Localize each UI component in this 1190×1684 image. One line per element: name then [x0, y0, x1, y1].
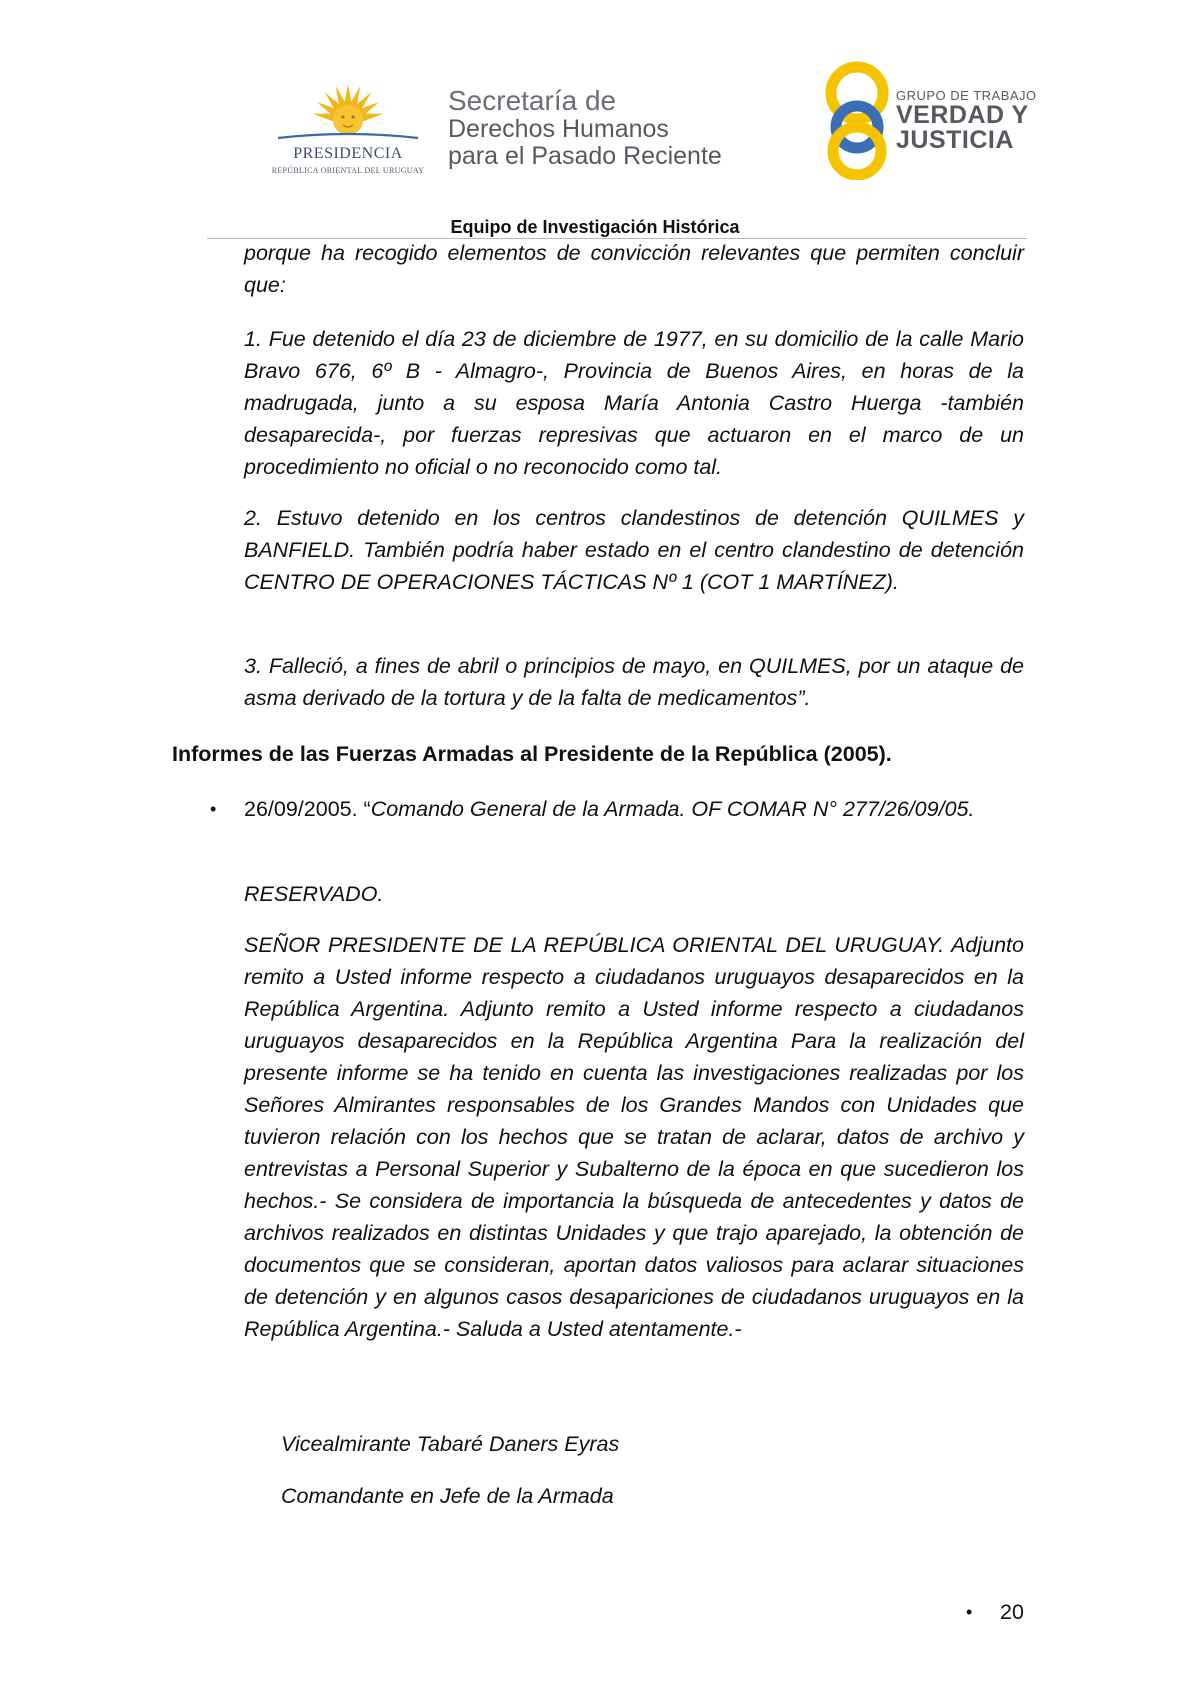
gtvj-line-2: JUSTICIA [896, 126, 1014, 154]
bullet-paragraph [244, 793, 1024, 825]
point-1-paragraph: 1. Fue detenido el día 23 de diciembre de 1977, en su domicilio de la calle Mario Bravo 676, 6º B - Almagro-, Provincia de Buenos Aires, en horas de la madrugada, junto a su esposa María Antonia Castro Huerga -también desaparecida-, por fuerzas represivas que actuaron en el marco de un procedimiento no oficial o no reconocido como tal. [244, 327, 1024, 479]
signature-title: Comandante en Jefe de la Armada [281, 1484, 614, 1508]
interlocking-rings-icon [822, 55, 892, 180]
presidencia-name: PRESIDENCIA [293, 145, 403, 162]
reservado-label: RESERVADO. [244, 882, 384, 906]
secretaria-line-3: para el Pasado Reciente [448, 142, 722, 170]
secretaria-line-2: Derechos Humanos [448, 115, 669, 143]
page-number: 20 [1000, 1600, 1024, 1624]
list-bullet: • [210, 799, 217, 819]
secretaria-line-1: Secretaría de [448, 85, 617, 116]
team-title: Equipo de Investigación Histórica [450, 217, 740, 237]
point-2-paragraph: 2. Estuvo detenido en los centros clandestinos de detención QUILMES y BANFIELD. También podría haber estado en el centro clandestino de detención CENTRO DE OPERACIONES TÁCTICAS Nº 1 (COT 1 MARTÍNEZ). [244, 506, 1024, 594]
gtvj-small-label: GRUPO DE TRABAJO [896, 88, 1037, 103]
sun-emblem-icon [268, 80, 428, 146]
intro-paragraph: porque ha recogido elementos de convicción relevantes que permiten concluir que: [244, 241, 1024, 297]
letter-paragraph: SEÑOR PRESIDENTE DE LA REPÚBLICA ORIENTAL DEL URUGUAY. Adjunto remito a Usted informe respecto a ciudadanos uruguayos desaparecidos en la República Argentina. Adjunto remito a Usted informe respecto a ciudadanos uruguayos desaparecidos en la República Argentina Para la realización del presente informe se ha tenido en cuenta las investigaciones realizadas por los Señores Almirantes responsables de los Grandes Mandos con Unidades que tuvieron relación con los hechos que se tratan de aclarar, datos de archivo y entrevistas a Personal Superior y Subalterno de la época en que sucedieron los hechos.- Se considera de importancia la búsqueda de antecedentes y datos de archivos realizados en distintas Unidades y que trajo aparejado, la obtención de documentos que se consideran, aportan datos valiosos para aclarar situaciones de detención y en algunos casos desapariciones de ciudadanos uruguayos en la República Argentina.- Saluda a Usted atentamente.- [244, 933, 1024, 1341]
gtvj-logo-text [896, 88, 1037, 153]
bullet-text: Comando General de la Armada. OF COMAR N° 277/26/09/05. [370, 797, 975, 821]
bullet-date: 26/09/2005. “ [244, 797, 371, 821]
page-number-bullet: • [966, 1602, 973, 1622]
presidencia-subtitle: REPÚBLICA ORIENTAL DEL URUGUAY [271, 166, 425, 175]
section-heading: Informes de las Fuerzas Armadas al Presidente de la República (2005). [172, 742, 892, 766]
gtvj-line-1: VERDAD Y [896, 101, 1029, 129]
presidencia-logo [268, 80, 428, 180]
signature-name: Vicealmirante Tabaré Daners Eyras [281, 1432, 620, 1456]
secretaria-logo-text [448, 86, 778, 170]
point-3-paragraph: 3. Falleció, a fines de abril o principios de mayo, en QUILMES, por un ataque de asma derivado de la tortura y de la falta de medicamentos”. [244, 654, 1024, 710]
document-header [0, 0, 1190, 250]
